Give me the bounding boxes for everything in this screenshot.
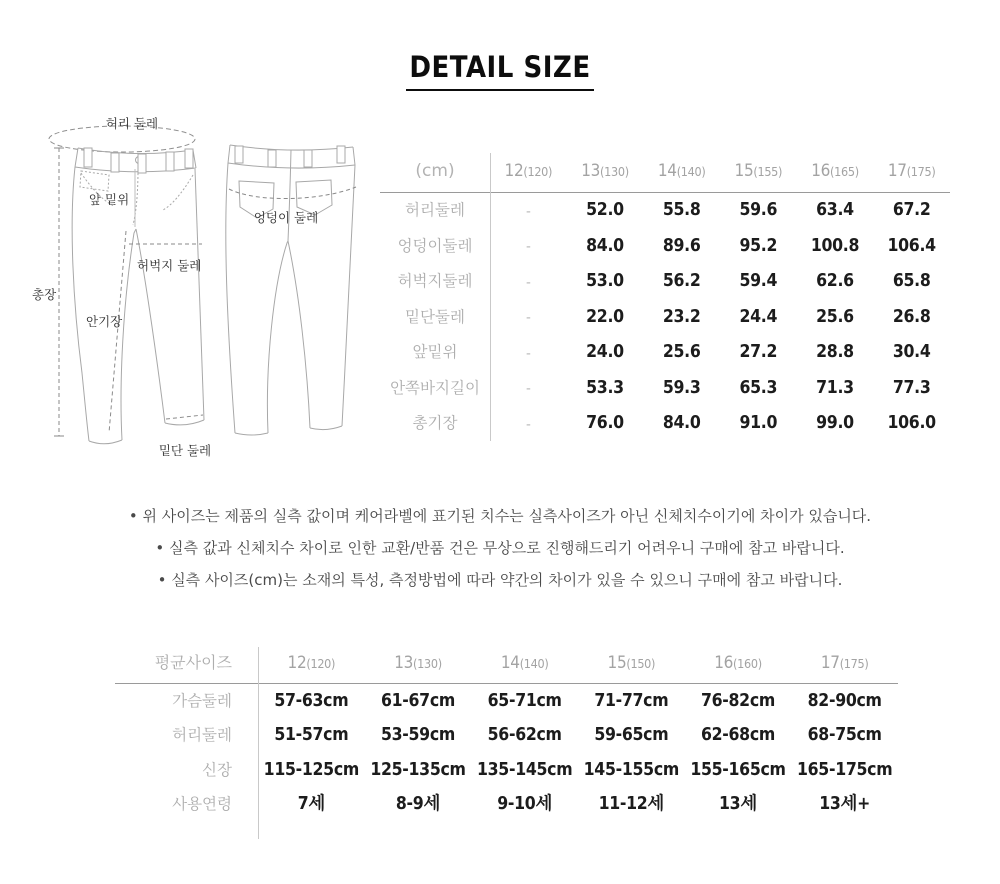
col-header-13: 13(130) bbox=[581, 160, 629, 181]
table-row-hip: 엉덩이둘레 - 84.0 89.6 95.2 100.8 106.4 bbox=[380, 229, 950, 265]
detail-size-table bbox=[380, 150, 950, 442]
row-label: 허리둘레 bbox=[172, 726, 232, 745]
diagram-label-waist: 허리 둘레 bbox=[105, 116, 159, 131]
table-row-hem: 밑단둘레 - 22.0 23.2 24.4 25.6 26.8 bbox=[380, 300, 950, 336]
table-row-waist: 허리둘레 - 52.0 55.8 59.6 63.4 67.2 bbox=[380, 193, 950, 229]
diagram-label-front-rise: 앞 밑위 bbox=[89, 192, 130, 207]
row-label: 안쪽바지길이 bbox=[390, 378, 480, 397]
col-header-14: 14(140) bbox=[500, 652, 549, 673]
row-label: 엉덩이둘레 bbox=[397, 236, 473, 255]
page-title: DETAIL SIZE bbox=[406, 50, 593, 91]
page-header bbox=[0, 50, 1000, 91]
pants-back-outline bbox=[226, 145, 355, 435]
diagram-label-hem: 밑단 둘레 bbox=[158, 443, 212, 458]
diagram-label-inseam: 안기장 bbox=[86, 314, 123, 329]
table-row-front-rise: 앞밑위 - 24.0 25.6 27.2 28.8 30.4 bbox=[380, 335, 950, 371]
col-header-12: 12(120) bbox=[504, 160, 553, 181]
diagram-label-thigh: 허벅지 둘레 bbox=[137, 258, 202, 273]
table-row-age: 사용연령 7세 8-9세 9-10세 11-12세 13세 13세+ bbox=[115, 788, 898, 823]
row-label: 밑단둘레 bbox=[405, 307, 465, 326]
detail-table-header-row bbox=[380, 150, 950, 193]
table-row-thigh: 허벅지둘레 - 53.0 56.2 59.4 62.6 65.8 bbox=[380, 264, 950, 300]
table-divider bbox=[258, 647, 259, 839]
col-header-17: 17(175) bbox=[820, 652, 869, 673]
col-header-12: 12(120) bbox=[287, 652, 336, 673]
row-label: 신장 bbox=[202, 760, 232, 779]
note-line: • 위 사이즈는 제품의 실측 값이며 케어라벨에 표기된 치수는 실측사이즈가 아닌 신체치수이기에 차이가 있습니다. bbox=[128, 507, 872, 525]
col-header-14: 14(140) bbox=[657, 160, 706, 181]
col-header-16: 16(165) bbox=[811, 160, 859, 181]
row-label: 가슴둘레 bbox=[172, 691, 232, 710]
table-row-height: 신장 115-125cm 125-135cm 135-145cm 145-155cm 155-165cm 165-175cm bbox=[115, 753, 898, 788]
pants-measurement-diagram bbox=[25, 103, 385, 475]
average-table-header-row bbox=[115, 643, 898, 684]
col-header-17: 17(175) bbox=[887, 160, 936, 181]
row-label: 총기장 bbox=[412, 414, 458, 433]
row-label: 허리둘레 bbox=[405, 201, 465, 220]
row-label: 사용연령 bbox=[172, 795, 232, 814]
table-divider bbox=[490, 153, 491, 441]
table-row-total-length: 총기장 - 76.0 84.0 91.0 99.0 106.0 bbox=[380, 406, 950, 442]
diagram-label-total-length: 총장 bbox=[32, 287, 57, 302]
disclaimer-notes bbox=[0, 505, 1000, 601]
col-header-15: 15(155) bbox=[734, 160, 783, 181]
diagram-label-hip: 엉덩이 둘레 bbox=[253, 210, 319, 225]
average-size-table bbox=[115, 643, 898, 822]
table-row-waist: 허리둘레 51-57cm 53-59cm 56-62cm 59-65cm 62-68cm 68-75cm bbox=[115, 719, 898, 754]
note-line: • 실측 값과 신체치수 차이로 인한 교환/반품 건은 무상으로 진행해드리기 어려우니 구매에 참고 바랍니다. bbox=[155, 539, 845, 557]
note-line: • 실측 사이즈(cm)는 소재의 특성, 측정방법에 따라 약간의 차이가 있을 수 있으니 구매에 참고 바랍니다. bbox=[157, 571, 843, 589]
col-header-16: 16(160) bbox=[714, 652, 762, 673]
unit-label: (cm) bbox=[415, 160, 455, 181]
col-header-15: 15(150) bbox=[607, 652, 656, 673]
table-row-chest: 가슴둘레 57-63cm 61-67cm 65-71cm 71-77cm 76-82cm 82-90cm bbox=[115, 684, 898, 719]
average-table-title: 평균사이즈 bbox=[154, 653, 232, 673]
row-label: 허벅지둘레 bbox=[397, 272, 473, 291]
table-row-inseam: 안쪽바지길이 - 53.3 59.3 65.3 71.3 77.3 bbox=[380, 371, 950, 407]
row-label: 앞밑위 bbox=[412, 343, 458, 362]
col-header-13: 13(130) bbox=[394, 652, 442, 673]
coin-pocket bbox=[80, 171, 109, 191]
